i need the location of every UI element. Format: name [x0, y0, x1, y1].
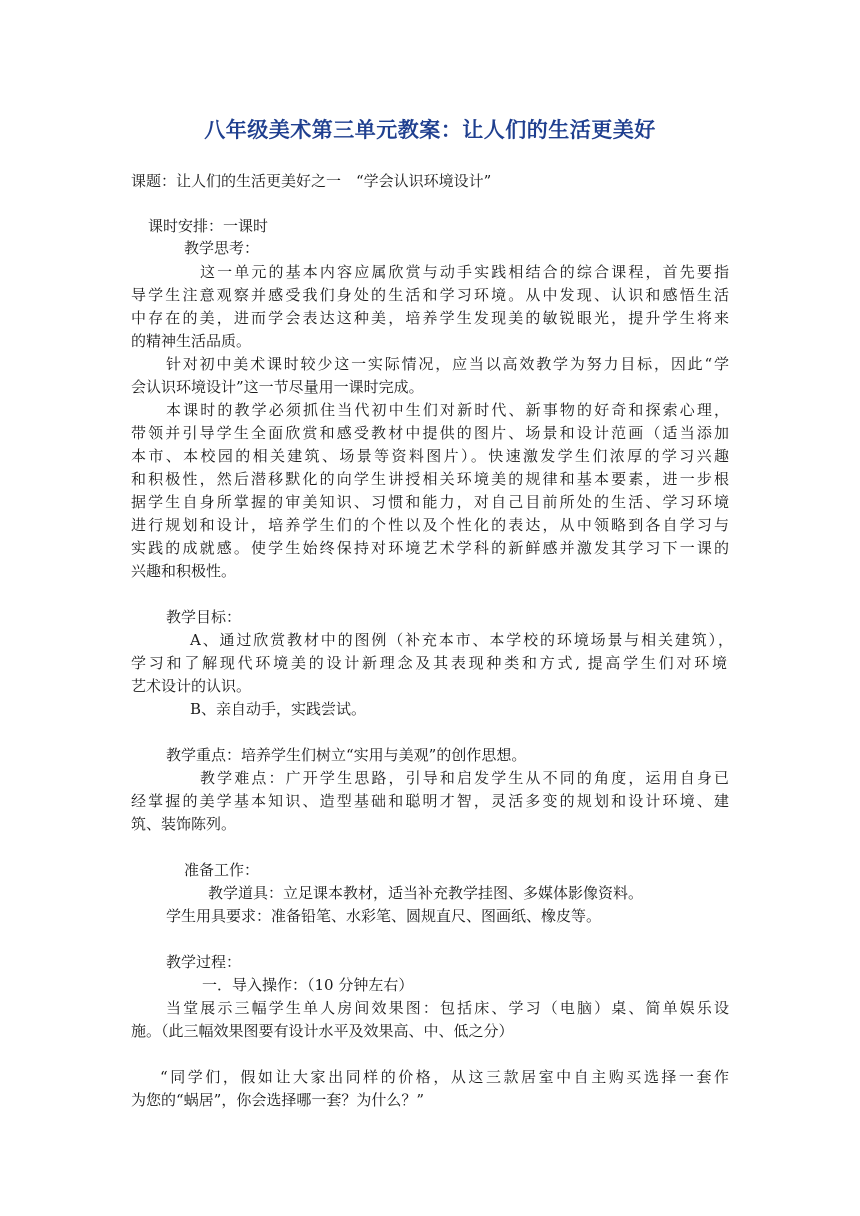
teaching-thoughts-heading: 教学思考：	[184, 239, 260, 257]
paragraph-line: 和积极性，然后潜移默化的向学生讲授相关环境美的规律和基本要素，进一步根	[131, 470, 729, 488]
paragraph-line: 施。（此三幅效果图要有设计水平及效果高、中、低之分）	[131, 1022, 514, 1040]
paragraph-line: 导学生注意观察并感受我们身处的生活和学习环境。从中发现、认识和感悟生活	[131, 286, 729, 304]
goal-a-line: A、通过欣赏教材中的图例（补充本市、本学校的环境场景与相关建筑），	[190, 631, 733, 649]
teaching-goals-heading: 教学目标：	[166, 608, 242, 626]
paragraph-line: 的精神生活品质。	[131, 332, 252, 350]
paragraph-line: 带领并引导学生全面欣赏和感受教材中提供的图片、场景和设计范画（适当添加	[131, 424, 729, 442]
lesson-topic: 课题：让人们的生活更美好之一 “学会认识环境设计”	[131, 172, 492, 190]
document-title: 八年级美术第三单元教案：让人们的生活更美好	[204, 118, 656, 142]
paragraph-line: 进行规划和设计，培养学生们的个性以及个性化的表达，从中领略到各自学习与	[131, 516, 729, 534]
teaching-process-heading: 教学过程：	[166, 953, 242, 971]
preparation-heading: 准备工作：	[184, 861, 260, 879]
goal-a-line: 学习和了解现代环境美的设计新理念及其表现种类和方式, 提高学生们对环境	[131, 654, 727, 672]
quote-line: “同学们，假如让大家出同样的价格，从这三款居室中自主购买选择一套作	[160, 1068, 729, 1086]
paragraph-line: 实践的成就感。使学生始终保持对环境艺术学科的新鲜感并激发其学习下一课的	[131, 539, 729, 557]
goal-a-line: 艺术设计的认识。	[131, 677, 252, 695]
paragraph-line: 兴趣和积极性。	[131, 562, 237, 580]
goal-b-line: B、亲自动手，实践尝试。	[190, 700, 367, 718]
paragraph-line: 本课时的教学必须抓住当代初中生们对新时代、新事物的好奇和探索心理，	[166, 401, 729, 419]
teaching-difficulty-line: 筑、装饰陈列。	[131, 815, 237, 833]
student-supplies: 学生用具要求：准备铅笔、水彩笔、圆规直尺、图画纸、橡皮等。	[166, 907, 602, 925]
paragraph-line: 针对初中美术课时较少这一实际情况，应当以高效教学为努力目标，因此“学	[166, 355, 729, 373]
paragraph-line: 据学生自身所掌握的审美知识、习惯和能力，对自己目前所处的生活、学习环境	[131, 493, 729, 511]
teaching-focus: 教学重点：培养学生们树立“实用与美观”的创作思想。	[166, 746, 527, 764]
teaching-difficulty-line: 经掌握的美学基本知识、造型基础和聪明才智，灵活多变的规划和设计环境、建	[131, 792, 729, 810]
intro-step: 一．导入操作：（10 分钟左右）	[202, 976, 414, 994]
paragraph-line: 会认识环境设计”这一节尽量用一课时完成。	[131, 378, 424, 396]
paragraph-line: 这一单元的基本内容应属欣赏与动手实践相结合的综合课程，首先要指	[200, 263, 729, 281]
paragraph-line: 中存在的美，进而学会表达这种美，培养学生发现美的敏锐眼光，提升学生将来	[131, 309, 729, 327]
quote-line: 为您的“蜗居”，你会选择哪一套？为什么？”	[131, 1091, 425, 1109]
paragraph-line: 当堂展示三幅学生单人房间效果图：包括床、学习（电脑）桌、简单娱乐设	[166, 999, 729, 1017]
teaching-props: 教学道具：立足课本教材，适当补充教学挂图、多媒体影像资料。	[208, 884, 644, 902]
class-hours: 课时安排：一课时	[148, 217, 269, 235]
teaching-difficulty-line: 教学难点：广开学生思路，引导和启发学生从不同的角度，运用自身已	[200, 769, 729, 787]
paragraph-line: 本市、本校园的相关建筑、场景等资料图片）。快速激发学生们浓厚的学习兴趣	[131, 447, 729, 465]
